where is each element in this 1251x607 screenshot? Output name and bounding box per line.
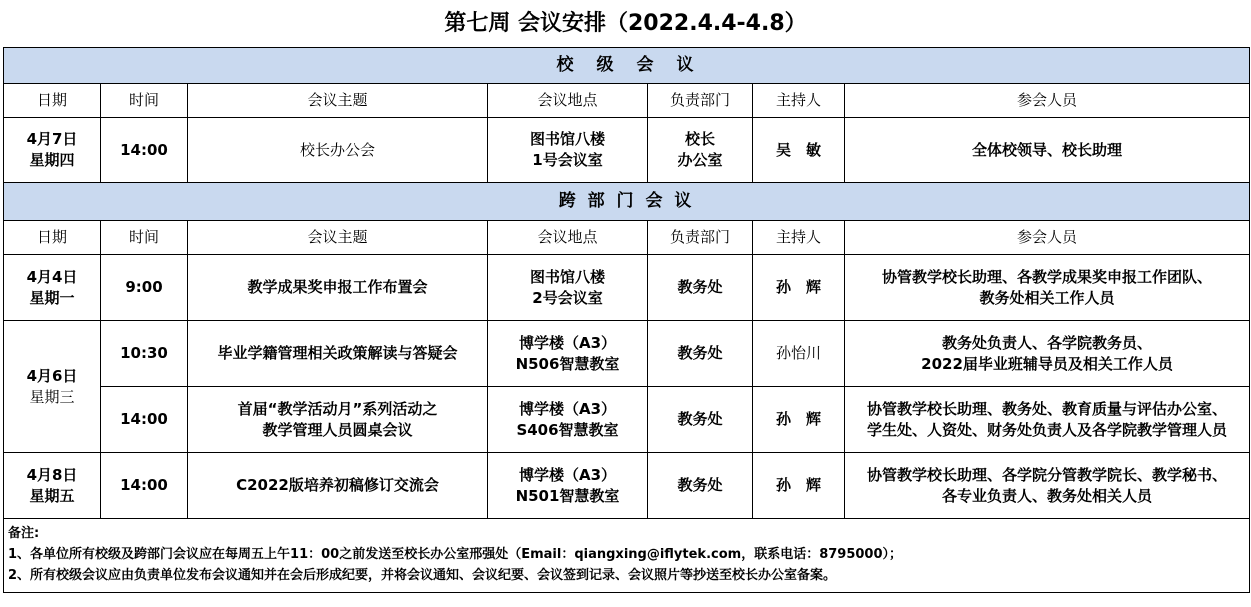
topic-cell: 首届“教学活动月”系列活动之 教学管理人员圆桌会议 bbox=[188, 387, 488, 453]
place-cell: 博学楼（A3） S406智慧教室 bbox=[488, 387, 648, 453]
header-attendees: 参会人员 bbox=[845, 84, 1250, 118]
place-cell: 图书馆八楼 2号会议室 bbox=[488, 255, 648, 321]
header-topic: 会议主题 bbox=[188, 84, 488, 118]
date-cell: 4月8日 星期五 bbox=[4, 453, 101, 519]
table-row bbox=[4, 387, 1250, 453]
notes-label: 备注: bbox=[8, 526, 40, 541]
header-attendees: 参会人员 bbox=[845, 221, 1250, 255]
host-cell: 孙 辉 bbox=[753, 453, 845, 519]
time-cell: 14:00 bbox=[101, 453, 188, 519]
header-dept: 负责部门 bbox=[648, 221, 753, 255]
notes-cell bbox=[4, 519, 1250, 593]
meeting-schedule-table bbox=[3, 47, 1250, 593]
note-line-1: 1、各单位所有校级及跨部门会议应在每周五上午11：00之前发送至校长办公室邢强处（Email：qiangxing@iflytek.com，联系电话：8795000）； bbox=[8, 547, 903, 562]
time-cell: 10:30 bbox=[101, 321, 188, 387]
header-host: 主持人 bbox=[753, 221, 845, 255]
section-title-school: 校 级 会 议 bbox=[4, 48, 1250, 84]
host-cell: 孙怡川 bbox=[753, 321, 845, 387]
topic-cell: 校长办公会 bbox=[188, 118, 488, 183]
dept-cell: 教务处 bbox=[648, 453, 753, 519]
table-row bbox=[4, 255, 1250, 321]
host-cell: 孙 辉 bbox=[753, 387, 845, 453]
attendees-cell: 教务处负责人、各学院教务员、 2022届毕业班辅导员及相关工作人员 bbox=[845, 321, 1250, 387]
section-header-school bbox=[4, 48, 1250, 84]
date-cell: 4月4日 星期一 bbox=[4, 255, 101, 321]
table-row bbox=[4, 118, 1250, 183]
attendees-cell: 协管教学校长助理、各学院分管教学院长、教学秘书、 各专业负责人、教务处相关人员 bbox=[845, 453, 1250, 519]
header-dept: 负责部门 bbox=[648, 84, 753, 118]
date-cell: 4月6日 星期三 bbox=[4, 321, 101, 453]
topic-cell: 毕业学籍管理相关政策解读与答疑会 bbox=[188, 321, 488, 387]
header-date: 日期 bbox=[4, 84, 101, 118]
page-title: 第七周 会议安排（2022.4.4-4.8） bbox=[444, 11, 807, 36]
time-cell: 14:00 bbox=[101, 118, 188, 183]
dept-cell: 教务处 bbox=[648, 387, 753, 453]
header-place: 会议地点 bbox=[488, 221, 648, 255]
attendees-cell: 协管教学校长助理、教务处、教育质量与评估办公室、 学生处、人资处、财务处负责人及各学院教学管理人员 bbox=[845, 387, 1250, 453]
notes-row bbox=[4, 519, 1250, 593]
time-cell: 9:00 bbox=[101, 255, 188, 321]
attendees-cell: 协管教学校长助理、各教学成果奖申报工作团队、 教务处相关工作人员 bbox=[845, 255, 1250, 321]
header-time: 时间 bbox=[101, 221, 188, 255]
dept-cell: 校长 办公室 bbox=[648, 118, 753, 183]
note-line-2: 2、所有校级会议应由负责单位发布会议通知并在会后形成纪要，并将会议通知、会议纪要、会议签到记录、会议照片等抄送至校长办公室备案。 bbox=[8, 568, 837, 583]
header-topic: 会议主题 bbox=[188, 221, 488, 255]
host-cell: 吴 敏 bbox=[753, 118, 845, 183]
attendees-cell: 全体校领导、校长助理 bbox=[845, 118, 1250, 183]
table-row bbox=[4, 321, 1250, 387]
header-host: 主持人 bbox=[753, 84, 845, 118]
header-date: 日期 bbox=[4, 221, 101, 255]
place-cell: 图书馆八楼 1号会议室 bbox=[488, 118, 648, 183]
place-cell: 博学楼（A3） N501智慧教室 bbox=[488, 453, 648, 519]
dept-cell: 教务处 bbox=[648, 255, 753, 321]
topic-cell: 教学成果奖申报工作布置会 bbox=[188, 255, 488, 321]
header-place: 会议地点 bbox=[488, 84, 648, 118]
section-title-cross: 跨 部 门 会 议 bbox=[4, 183, 1250, 221]
topic-cell: C2022版培养初稿修订交流会 bbox=[188, 453, 488, 519]
place-cell: 博学楼（A3） N506智慧教室 bbox=[488, 321, 648, 387]
date-cell: 4月7日 星期四 bbox=[4, 118, 101, 183]
section-header-cross bbox=[4, 183, 1250, 221]
header-time: 时间 bbox=[101, 84, 188, 118]
column-header-row bbox=[4, 84, 1250, 118]
dept-cell: 教务处 bbox=[648, 321, 753, 387]
host-cell: 孙 辉 bbox=[753, 255, 845, 321]
table-row bbox=[4, 453, 1250, 519]
time-cell: 14:00 bbox=[101, 387, 188, 453]
column-header-row bbox=[4, 221, 1250, 255]
